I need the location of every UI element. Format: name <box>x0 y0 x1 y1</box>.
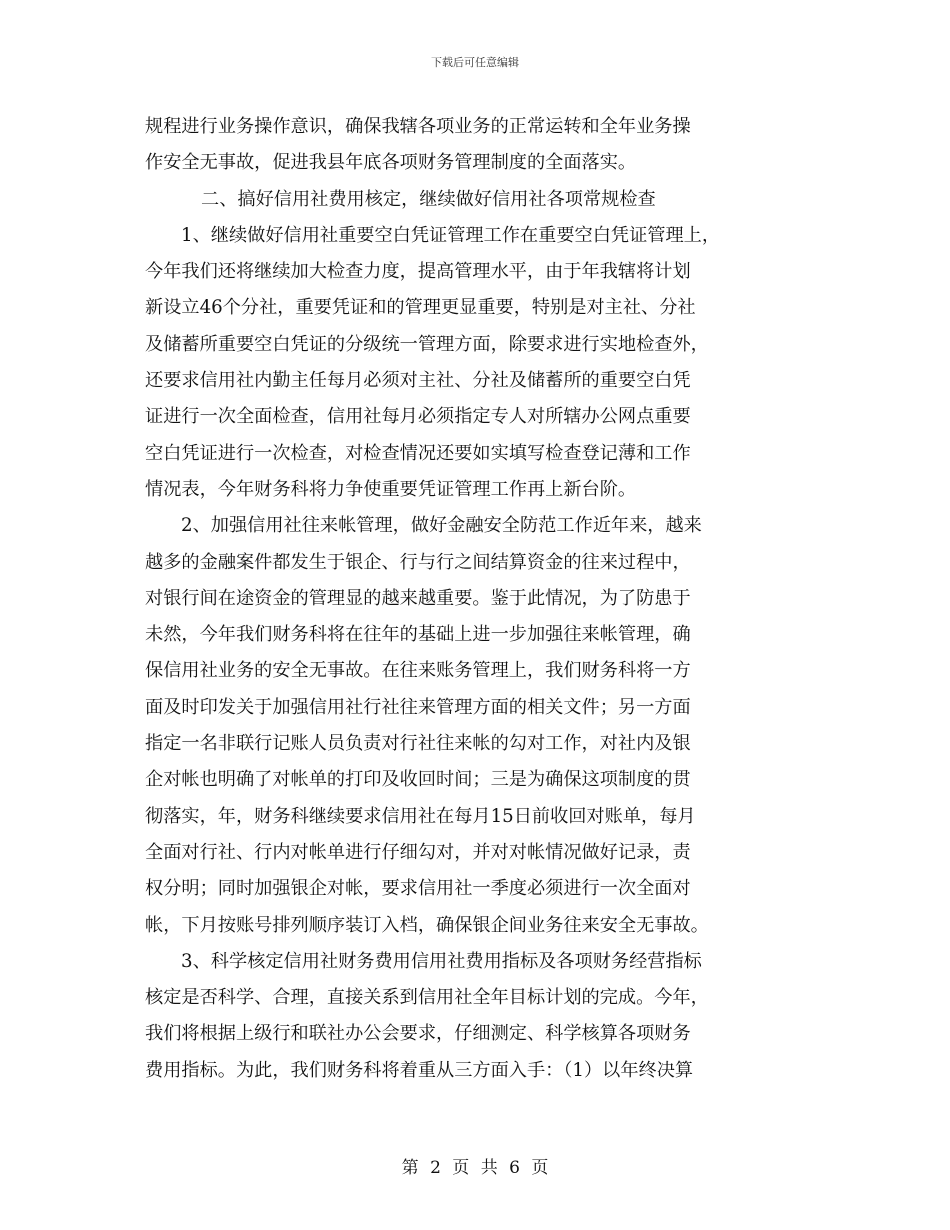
body-line: 2、加强信用社往来帐管理，做好金融安全防范工作近年来，越来 <box>181 515 702 537</box>
body-line: 今年我们还将继续加大检查力度，提高管理水平，由于年我辖将计划 <box>145 261 691 283</box>
body-line: 帐，下月按账号排列顺序装订入档，确保银企间业务往来安全无事故。 <box>145 914 709 936</box>
body-line: 作安全无事故，促进我县年底各项财务管理制度的全面落实。 <box>145 152 637 174</box>
body-line: 我们将根据上级行和联社办公会要求，仔细测定、科学核算各项财务 <box>145 1023 691 1045</box>
body-line: 费用指标。为此，我们财务科将着重从三方面入手：（1）以年终决算 <box>145 1059 694 1081</box>
body-line: 未然，今年我们财务科将在往年的基础上进一步加强往来帐管理，确 <box>145 624 691 646</box>
body-line: 核定是否科学、合理，直接关系到信用社全年目标计划的完成。今年， <box>145 987 709 1009</box>
body-line: 还要求信用社内勤主任每月必须对主社、分社及储蓄所的重要空白凭 <box>145 370 691 392</box>
body-line: 及储蓄所重要空白凭证的分级统一管理方面，除要求进行实地检查外， <box>145 333 709 355</box>
body-line: 企对帐也明确了对帐单的打印及收回时间；三是为确保这项制度的贯 <box>145 769 691 791</box>
body-line: 彻落实，年，财务科继续要求信用社在每月15日前收回对账单，每月 <box>145 805 696 827</box>
body-line: 证进行一次全面检查，信用社每月必须指定专人对所辖办公网点重要 <box>145 406 691 428</box>
body-line: 二、搞好信用社费用核定，继续做好信用社各项常规检查 <box>201 188 656 210</box>
document-body <box>145 109 815 1089</box>
body-line: 新设立46个分社，重要凭证和的管理更显重要，特别是对主社、分社 <box>145 297 696 319</box>
page-number-footer: 第 2 页 共 6 页 <box>401 1158 549 1178</box>
body-line: 1、继续做好信用社重要空白凭证管理工作在重要空白凭证管理上， <box>181 224 721 246</box>
body-line: 全面对行社、行内对帐单进行仔细勾对，并对对帐情况做好记录，责 <box>145 841 691 863</box>
body-line: 情况表，今年财务科将力争使重要凭证管理工作再上新台阶。 <box>145 478 637 500</box>
body-line: 3、科学核定信用社财务费用信用社费用指标及各项财务经营指标 <box>181 950 702 972</box>
body-line: 对银行间在途资金的管理显的越来越重要。鉴于此情况，为了防患于 <box>145 587 691 609</box>
body-line: 指定一名非联行记账人员负责对行社往来帐的勾对工作，对社内及银 <box>145 733 691 755</box>
body-line: 保信用社业务的安全无事故。在往来账务管理上，我们财务科将一方 <box>145 660 691 682</box>
body-line: 面及时印发关于加强信用社行社往来管理方面的相关文件；另一方面 <box>145 696 691 718</box>
body-line: 权分明；同时加强银企对帐，要求信用社一季度必须进行一次全面对 <box>145 878 691 900</box>
body-line: 越多的金融案件都发生于银企、行与行之间结算资金的往来过程中， <box>145 551 691 573</box>
body-line: 空白凭证进行一次检查，对检查情况还要如实填写检查登记薄和工作 <box>145 442 691 464</box>
header-note: 下载后可任意编辑 <box>431 56 519 69</box>
body-line: 规程进行业务操作意识，确保我辖各项业务的正常运转和全年业务操 <box>145 116 691 137</box>
